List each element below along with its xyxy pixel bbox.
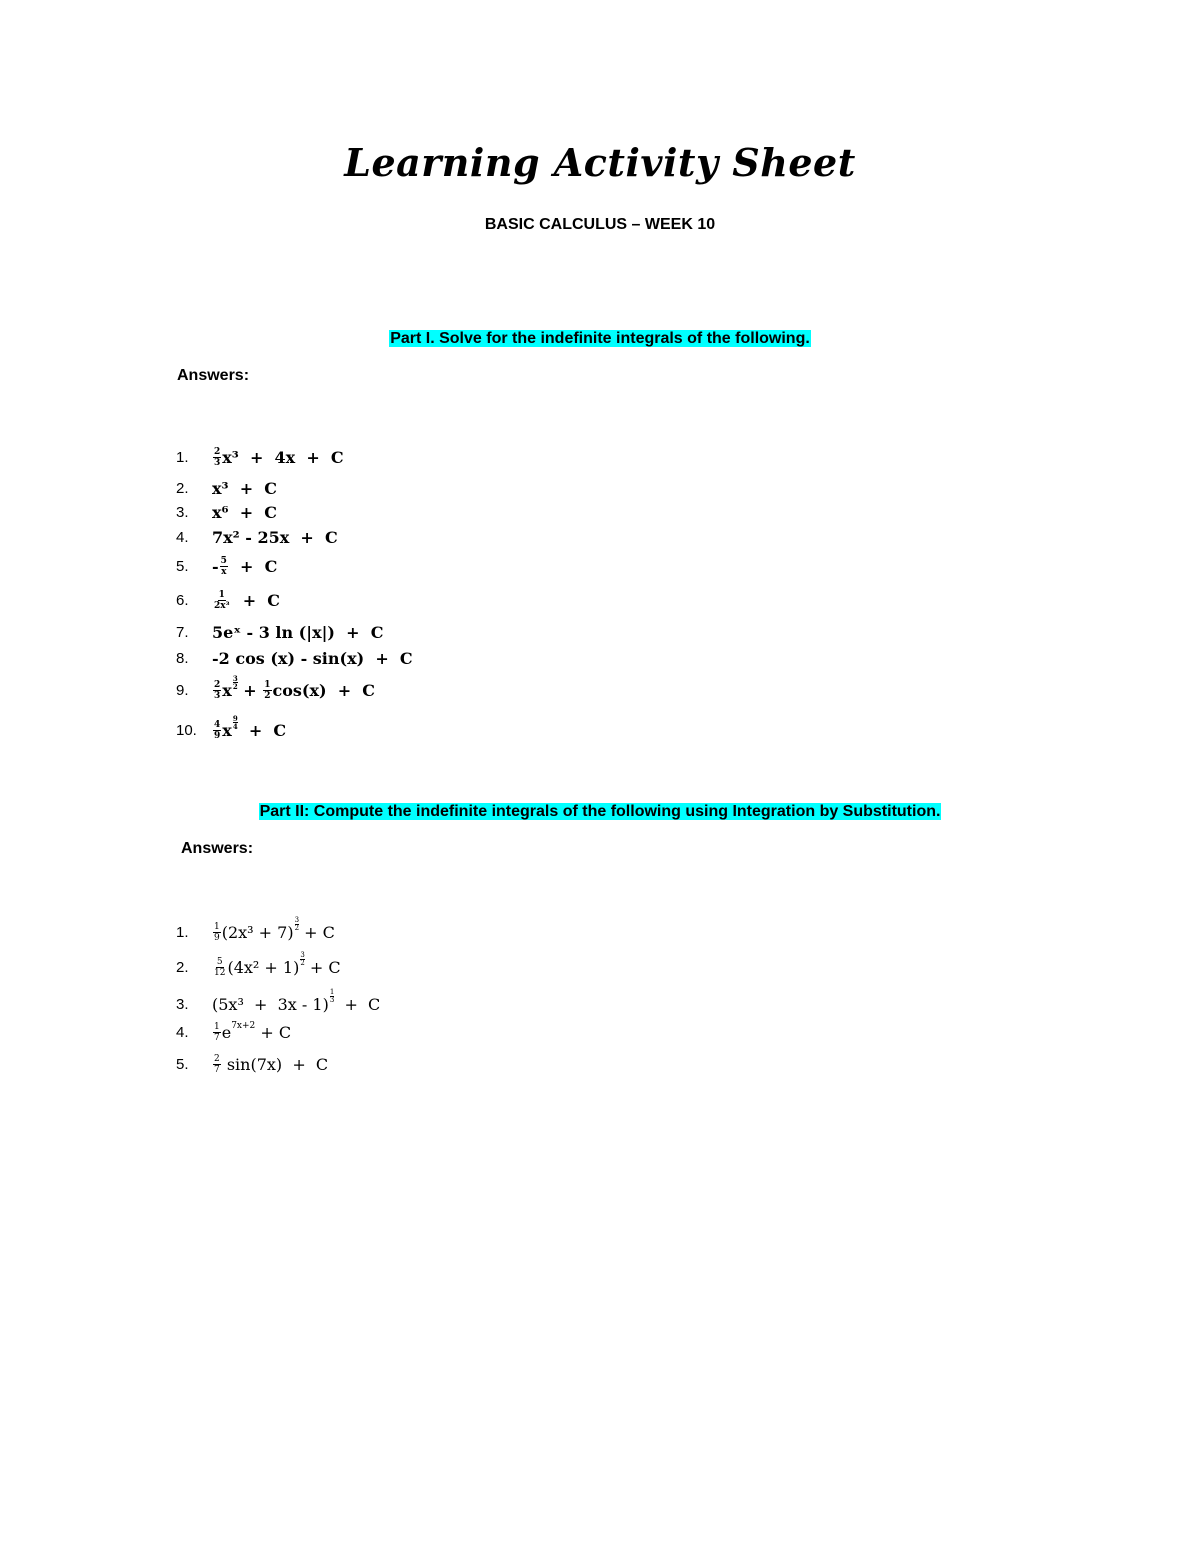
- exponent-text: 7x+2: [231, 1021, 256, 1031]
- exponent-fraction-numerator: 1: [329, 987, 335, 996]
- answer-expression: [212, 649, 413, 668]
- answer-expression: [212, 1022, 291, 1043]
- answer-item: [176, 915, 335, 946]
- coefficient-fraction: [213, 680, 221, 701]
- coefficient-fraction-numerator: 2: [214, 446, 221, 457]
- expression-base: (2x³ + 7): [221, 922, 294, 942]
- exponent-fraction: [233, 715, 238, 730]
- answer-item: [176, 673, 376, 704]
- coefficient-fraction-numerator: 1: [218, 589, 225, 600]
- coefficient-fraction: [213, 590, 231, 611]
- expression-text: x³ + C: [212, 478, 277, 498]
- expression-rest: + C: [299, 922, 335, 942]
- answer-item: [176, 618, 383, 646]
- answer-number: 6.: [176, 591, 189, 609]
- expression-operator: +: [237, 680, 263, 700]
- coefficient-fraction: [213, 957, 226, 978]
- exponent-fraction: [330, 989, 334, 1004]
- expression-rest: + C: [304, 957, 341, 977]
- coefficient-fraction: [213, 1022, 221, 1043]
- answer-number: 7.: [176, 623, 189, 641]
- answer-number: 5.: [176, 557, 189, 575]
- answer-number: 10.: [176, 721, 197, 739]
- second-fraction-numerator: 1: [264, 679, 271, 690]
- answer-expression: [212, 915, 335, 943]
- exponent-fraction-numerator: 3: [232, 673, 238, 683]
- exponent-fraction-denominator: 2: [294, 923, 300, 932]
- answer-expression: [212, 447, 344, 468]
- part2-heading-text: Part II: Compute the indefinite integrals of the following using Integration by Substitution.: [259, 803, 941, 820]
- coefficient-fraction: [213, 922, 221, 943]
- answer-number: 4.: [176, 1023, 189, 1041]
- answer-expression: [212, 556, 277, 577]
- expression-text: 5eˣ - 3 ln (|x|) + C: [212, 622, 384, 642]
- answer-expression: [212, 673, 376, 701]
- answer-expression: [212, 479, 277, 498]
- coefficient-fraction: [213, 447, 221, 468]
- exponent-fraction: [300, 952, 304, 967]
- coefficient-fraction-numerator: 1: [214, 1021, 220, 1032]
- answer-expression: [212, 713, 287, 741]
- expression-rest: + C: [334, 994, 381, 1014]
- answer-item: [176, 443, 344, 471]
- answer-number: 2.: [176, 479, 189, 497]
- coefficient-fraction-numerator: 2: [214, 1053, 220, 1064]
- answer-number: 3.: [176, 503, 189, 521]
- page-title: Learning Activity Sheet: [344, 140, 856, 185]
- expression-rest: x³ + 4x + C: [222, 447, 344, 467]
- coefficient-fraction-numerator: 2: [214, 679, 221, 690]
- answer-expression: [212, 950, 341, 978]
- answer-item: [176, 987, 381, 1018]
- expression-rest: cos(x) + C: [272, 680, 376, 700]
- coefficient-fraction-denominator: 3: [214, 457, 221, 468]
- part2-heading: [0, 803, 1200, 821]
- part1-answers-label: Answers:: [177, 367, 250, 384]
- coefficient-fraction-denominator: 9: [214, 730, 221, 741]
- answer-item: [176, 950, 341, 981]
- exponent-fraction-numerator: 3: [300, 950, 305, 959]
- part1-heading-text: Part I. Solve for the indefinite integrals of the following.: [390, 330, 810, 347]
- coefficient-fraction-numerator: 1: [214, 921, 220, 932]
- coefficient-fraction: [213, 1054, 221, 1075]
- expression-base: x: [222, 720, 232, 740]
- expression-base: (4x² + 1): [227, 957, 300, 977]
- expression-base: e: [221, 1022, 232, 1042]
- answer-item: [176, 1050, 328, 1078]
- exponent-fraction-numerator: 9: [232, 713, 238, 723]
- answer-item: [176, 523, 338, 551]
- answer-number: 5.: [176, 1055, 189, 1073]
- coefficient-fraction-numerator: 4: [214, 719, 221, 730]
- coefficient-fraction-denominator: 12: [214, 967, 226, 978]
- exponent-fraction-denominator: 4: [232, 721, 238, 731]
- answer-item: [176, 498, 277, 526]
- coefficient-fraction: [220, 556, 228, 577]
- expression-rest: + C: [255, 1022, 292, 1042]
- expression-text: x⁶ + C: [212, 502, 277, 522]
- answer-item: [176, 586, 280, 614]
- answer-number: 2.: [176, 958, 189, 976]
- answer-number: 1.: [176, 923, 189, 941]
- expression-rest: + C: [237, 720, 287, 740]
- second-fraction-denominator: 2: [264, 690, 271, 701]
- coefficient-fraction-denominator: 9: [214, 932, 220, 943]
- answer-expression: [212, 623, 383, 642]
- part2-answers-label: Answers:: [181, 840, 254, 857]
- answer-number: 4.: [176, 528, 189, 546]
- answer-number: 1.: [176, 448, 189, 466]
- answer-expression: [212, 987, 381, 1014]
- second-fraction: [263, 680, 271, 701]
- coefficient-fraction-numerator: 5: [216, 956, 223, 967]
- answer-item: [176, 1018, 291, 1046]
- answer-number: 9.: [176, 681, 189, 699]
- exponent-fraction-numerator: 3: [294, 915, 300, 924]
- answer-expression: [212, 590, 280, 611]
- exponent-fraction-denominator: 2: [232, 681, 238, 691]
- coefficient-fraction-denominator: 7: [214, 1064, 220, 1075]
- expression-text: 7x² - 25x + C: [212, 527, 338, 547]
- exponent-fraction: [233, 675, 238, 690]
- answer-number: 3.: [176, 995, 189, 1013]
- part1-heading: [0, 330, 1200, 348]
- exponent-fraction: [295, 917, 299, 932]
- expression-text: -2 cos (x) - sin(x) + C: [212, 648, 413, 668]
- coefficient-fraction-denominator: 2x³: [214, 600, 230, 611]
- expression-rest: sin(7x) + C: [221, 1054, 329, 1074]
- answer-item: [176, 552, 277, 580]
- expression-base: (5x³ + 3x - 1): [212, 994, 329, 1014]
- answer-item: [176, 713, 287, 744]
- exponent-fraction-denominator: 3: [329, 995, 335, 1004]
- coefficient-fraction: [213, 720, 221, 741]
- answer-expression: [212, 503, 277, 522]
- answer-item: [176, 644, 413, 672]
- exponent-fraction-denominator: 2: [300, 958, 305, 967]
- coefficient-fraction-denominator: x: [221, 566, 227, 577]
- answer-expression: [212, 1054, 328, 1075]
- answer-expression: [212, 528, 338, 547]
- expression-base: x: [222, 680, 232, 700]
- expression-prefix: -: [212, 556, 219, 576]
- coefficient-fraction-denominator: 7: [214, 1032, 220, 1043]
- coefficient-fraction-denominator: 3: [214, 690, 221, 701]
- expression-rest: + C: [231, 590, 280, 610]
- answer-number: 8.: [176, 649, 189, 667]
- page-subtitle: BASIC CALCULUS – WEEK 10: [484, 216, 716, 233]
- coefficient-fraction-numerator: 5: [220, 555, 227, 566]
- expression-rest: + C: [228, 556, 278, 576]
